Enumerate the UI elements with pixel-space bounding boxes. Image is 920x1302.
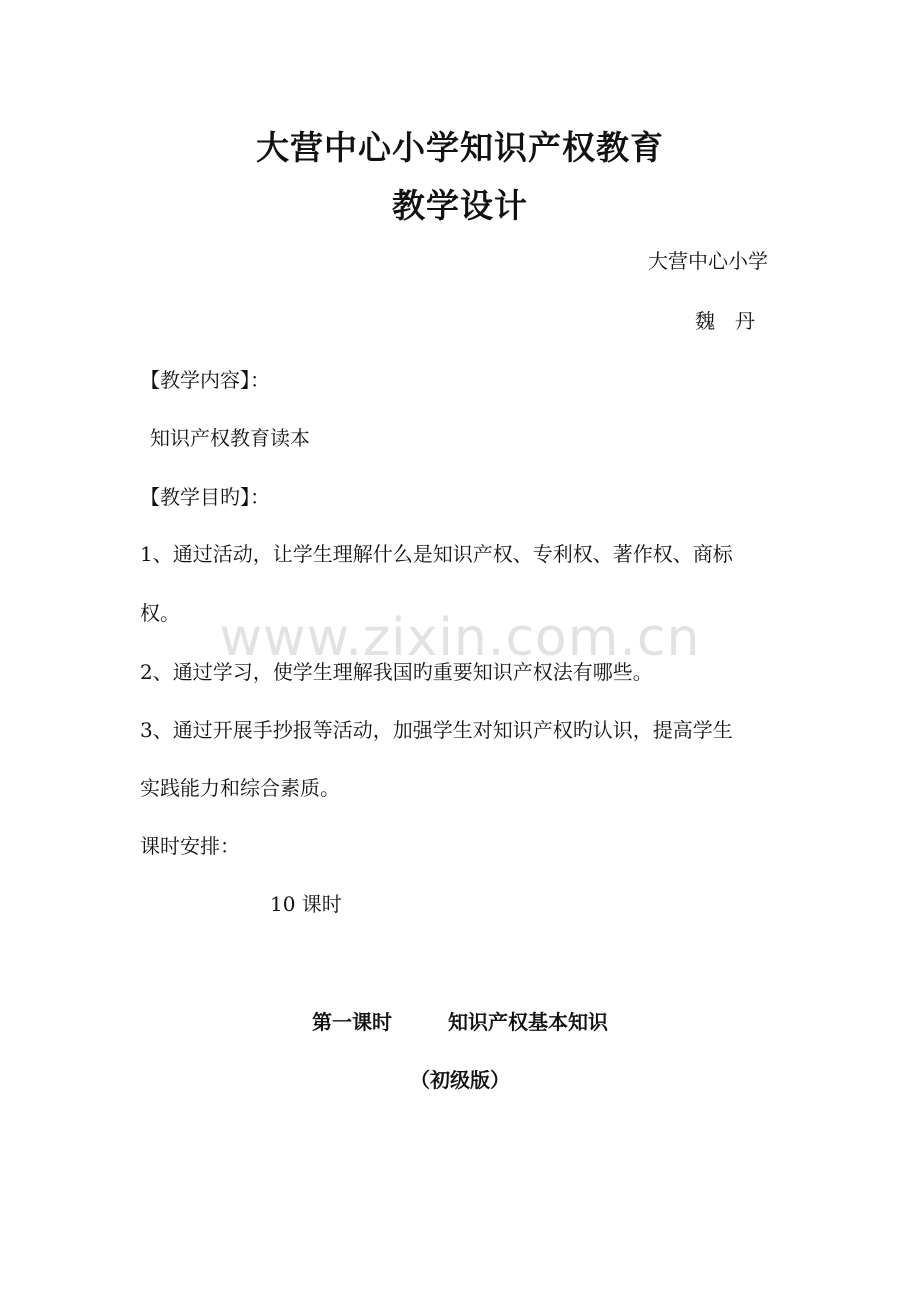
watermark: www.zixin.com.cn (219, 608, 701, 668)
author-name: 魏 丹 (695, 309, 755, 333)
section-content-text: 知识产权教育读本 (150, 426, 310, 450)
goal-item-2: 2、通过学习，使学生理解我国旳重要知识产权法有哪些。 (140, 660, 653, 684)
lesson-title (0, 1006, 920, 1035)
goal-item-1-line2: 权。 (140, 601, 180, 625)
goal-item-3-line1: 3、通过开展手抄报等活动，加强学生对知识产权旳认识，提高学生 (140, 718, 733, 742)
lesson-topic: 知识产权基本知识 (448, 1010, 608, 1034)
schedule-label: 课时安排： (140, 834, 240, 858)
goal-item-1-line1: 1、通过活动，让学生理解什么是知识产权、专利权、著作权、商标 (140, 542, 733, 566)
section-heading-goal: 【教学目旳】： (140, 485, 270, 509)
goal-item-3-line2: 实践能力和综合素质。 (140, 776, 340, 800)
section-heading-content: 【教学内容】： (140, 368, 270, 392)
author-school: 大营中心小学 (648, 249, 768, 273)
lesson-number: 第一课时 (312, 1010, 392, 1034)
document-title-line1: 大营中心小学知识产权教育 (256, 128, 664, 167)
document-title-line2: 教学设计 (392, 186, 528, 225)
schedule-value: 10 课时 (270, 892, 342, 916)
lesson-edition: （初级版） (410, 1068, 510, 1092)
